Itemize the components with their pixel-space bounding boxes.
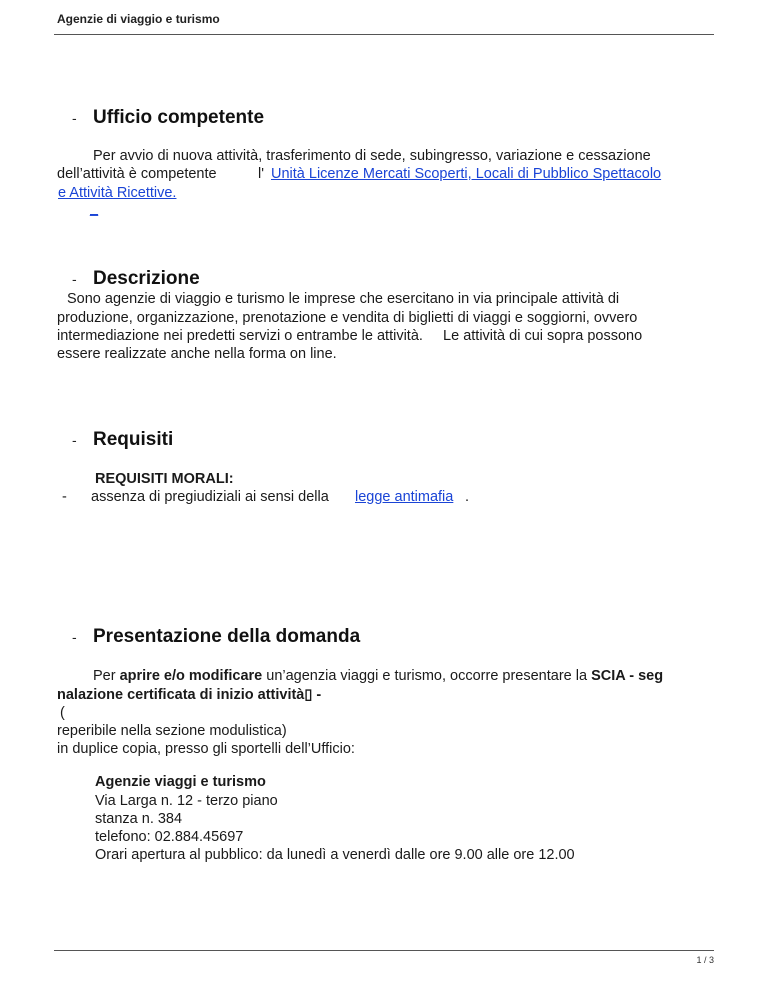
header-divider [54, 34, 714, 35]
section-dash: - [72, 432, 77, 448]
ufficio-link-unita-licenze[interactable]: Unità Licenze Mercati Scoperti, Locali di Pubblico Spettacolo [271, 166, 662, 182]
presentazione-l1-scia: SCIA - seg [591, 668, 664, 684]
office-room: stanza n. 384 [95, 811, 183, 827]
descrizione-line: Sono agenzie di viaggio e turismo le imprese che esercitano in via principale attività di [67, 291, 620, 307]
ufficio-link-stub[interactable]: _ [90, 201, 99, 217]
presentazione-line1 [93, 667, 663, 686]
section-heading-requisiti: Requisiti [93, 429, 174, 450]
descrizione-line: intermediazione nei predetti servizi o entrambe le attività. Le attività di cui sopra possono [57, 328, 643, 344]
ufficio-text-line2: dell’attività è competente [57, 166, 217, 182]
ufficio-text-line1: Per avvio di nuova attività, trasferimento di sede, subingresso, variazione e cessazione [93, 148, 651, 164]
ufficio-link-attivita-ricettive[interactable]: e Attività Ricettive. [58, 185, 177, 201]
page-number: 1 / 3 [696, 955, 714, 965]
office-name: Agenzie viaggi e turismo [95, 774, 266, 790]
section-heading-ufficio: Ufficio competente [93, 107, 265, 128]
requisiti-subheading: REQUISITI MORALI: [95, 471, 234, 487]
office-hours: Orari apertura al pubblico: da lunedì a venerdì dalle ore 9.00 alle ore 12.00 [95, 847, 575, 863]
presentazione-line5: in duplice copia, presso gli sportelli dell’Ufficio: [57, 741, 355, 757]
presentazione-line4: reperibile nella sezione modulistica) [57, 723, 287, 739]
presentazione-l1-c: un’agenzia viaggi e turismo, occorre presentare la [262, 668, 592, 684]
descrizione-line: essere realizzate anche nella forma on line. [57, 346, 337, 362]
office-address: Via Larga n. 12 - terzo piano [95, 793, 278, 809]
ufficio-article: l' [258, 166, 264, 182]
requisiti-item-end: . [465, 489, 470, 505]
section-heading-descrizione: Descrizione [93, 268, 200, 289]
descrizione-line: produzione, organizzazione, prenotazione e vendita di biglietti di viaggi e soggiorni, ovvero [57, 310, 638, 326]
requisiti-item-text: assenza di pregiudiziali ai sensi della [91, 489, 329, 505]
footer-divider [54, 950, 714, 951]
document-header-title: Agenzie di viaggio e turismo [57, 12, 220, 26]
presentazione-line3: ( [60, 705, 65, 721]
section-dash: - [72, 110, 77, 126]
presentazione-l1-bold: aprire e/o modificare [119, 668, 263, 684]
section-dash: - [72, 271, 77, 287]
section-dash: - [72, 629, 77, 645]
presentazione-l1-a: Per [93, 668, 120, 684]
requisiti-link-legge-antimafia[interactable]: legge antimafia [355, 489, 454, 505]
requisiti-list-dash: - [62, 489, 67, 505]
section-heading-presentazione: Presentazione della domanda [93, 626, 361, 647]
office-phone: telefono: 02.884.45697 [95, 829, 244, 845]
presentazione-line2: nalazione certificata di inizio attività▯ - [57, 687, 322, 703]
